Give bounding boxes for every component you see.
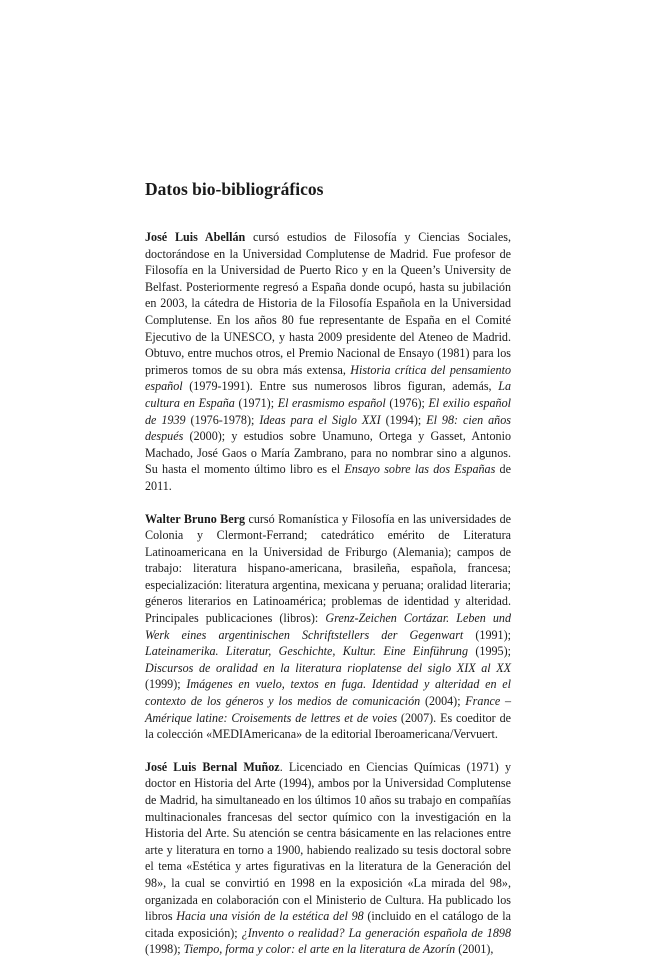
work-title: El 98: cien años después [145, 412, 511, 444]
document-page [145, 178, 511, 974]
work-title: Historia crítica del pensamiento español [145, 362, 511, 394]
body-text: (1999); [145, 677, 187, 692]
bio-entry-abellan [145, 229, 511, 495]
work-title: Ideas para el Siglo XXI [259, 412, 381, 427]
author-name: José Luis Abellán [145, 230, 246, 244]
body-text: de 2011. [145, 462, 511, 493]
work-title: Lateinamerika. Literatur, Geschichte, Kultur. Eine Einführung [145, 644, 469, 659]
work-title: Ensayo sobre las dos Españas [344, 462, 496, 477]
body-text: cursó estudios de Filosofía y Ciencias Sociales, doctorándose en la Universidad Complutense de Madrid. Fue profesor de Filosofía en la Universidad de Puerto Rico y en la Queen’s University de Belfast. Posteriormente regresó a España donde ocupó, hasta su jubilación en 2003, la cátedra de Historia de la Filosofía Española en la Universidad Complutense. En los años 80 fue representante de España en el Comité Ejecutivo de la UNESCO, y hasta 2009 presidente del Ateneo de Madrid. Obtuvo, entre muchos otros, el Premio Nacional de Ensayo (1981) para los primeros tomos de su obra más extensa, [145, 230, 511, 377]
bio-entry-bernal [145, 759, 511, 958]
body-text: (2000); y estudios sobre Unamuno, Ortega y Gasset, Antonio Machado, José Gaos o María Zambrano, para no nombrar sino a algunos. Su hasta el momento último libro es el [145, 429, 511, 477]
work-title: Hacia una visión de la estética del 98 [176, 909, 364, 924]
body-text: (incluido en el catálogo de la citada exposición); [145, 909, 512, 940]
author-name: Walter Bruno Berg [145, 511, 246, 526]
body-text: (1971); [234, 395, 278, 410]
body-text: (2001), [455, 942, 494, 957]
body-text: (1979-1991). Entre sus numerosos libros figuran, además, [182, 379, 499, 394]
body-text: cursó Romanística y Filosofía en las universidades de Colonia y Clermont-Ferrand; catedrático emérito de Literatura Latinoamericana en la Universidad de Friburgo (Alemania); campos de trabajo: literatura hispano-americana, brasileña, española, francesa; especialización: literatura argentina, mexicana y peruana; oralidad literaria; géneros literarios en Latinoamérica; problemas de identidad y alteridad. Principales publicaciones (libros): [145, 511, 511, 626]
author-name: José Luis Bernal Muñoz [145, 759, 280, 774]
body-text: (1998); [145, 942, 184, 957]
work-title: Imágenes en vuelo, textos en fuga. Identidad y alteridad en el contexto de los géneros y los medios de comunicación [145, 677, 511, 709]
body-text: (1994); [380, 412, 427, 427]
work-title: Discursos de oralidad en la literatura rioplatense del siglo XIX al XX [145, 660, 511, 675]
work-title: Grenz-Zeichen Cortázar. Leben und Werk eines argentinischen Schriftstellers der Gegenwart [145, 611, 512, 642]
work-title: El erasmismo español [277, 395, 386, 410]
work-title: ¿Invento o realidad? La generación española de 1898 [241, 925, 511, 940]
work-title: La cultura en España [145, 379, 511, 410]
body-text: (1991); [463, 627, 511, 642]
work-title: Tiempo, forma y color: el arte en la literatura de Azorín [183, 942, 456, 957]
bio-entry-berg [145, 511, 511, 743]
work-title: El exilio español de 1939 [145, 395, 511, 427]
body-text: (1976-1978); [185, 412, 260, 427]
page-title: Datos bio-bibliográficos [145, 179, 324, 199]
body-text: (2004); [420, 694, 466, 709]
body-text: (1976); [385, 395, 429, 410]
entries-container [145, 229, 511, 958]
body-text: . Licenciado en Ciencias Químicas (1971) y doctor en Historia del Arte (1994), ambos por la Universidad Complutense de Madrid, ha simultaneado en los últimos 10 años su trabajo en compañías multinacionales francesas del sector químico con la investigación en la Historia del Arte. Su atención se centra básicamente en las relaciones entre arte y literatura en torno a 1900, habiendo realizado su tesis doctoral sobre el tema «Estética y artes figurativas en la literatura de la Generación del 98», la cual se convirtió en 1998 en la exposición «La mirada del 98», organizada en colaboración con el Ministerio de Cultura. Ha publicado los libros [145, 759, 511, 924]
body-text: (1995); [468, 644, 511, 659]
body-text: (2007). Es coeditor de la colección «MEDIAmericana» de la editorial Iberoamericana/Vervuert. [145, 710, 511, 742]
work-title: France – Amérique latine: Croisements de lettres et de voies [145, 694, 512, 725]
